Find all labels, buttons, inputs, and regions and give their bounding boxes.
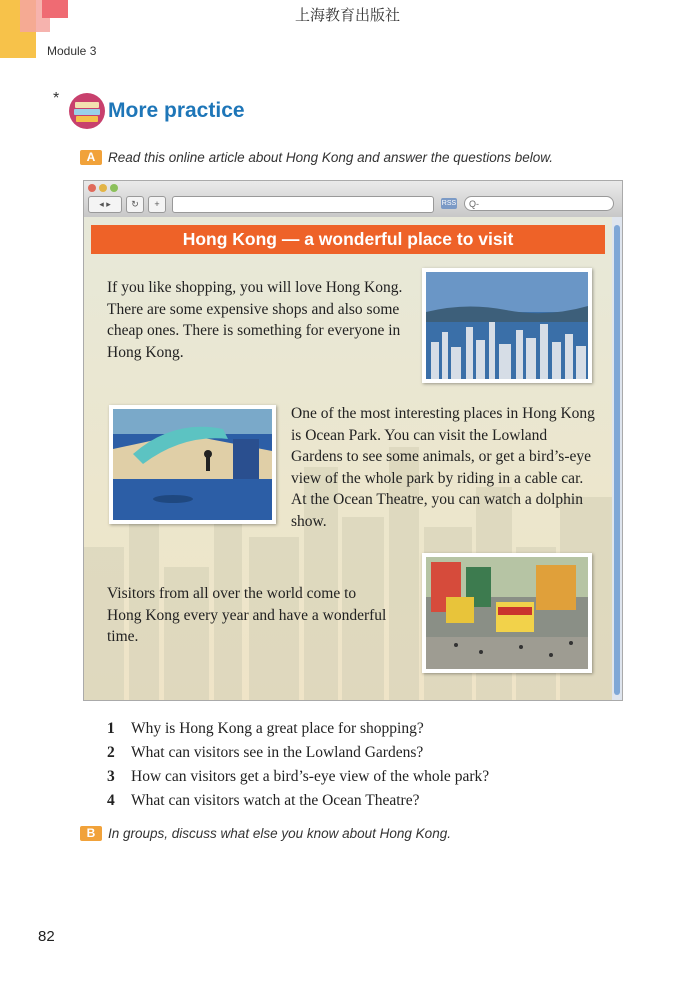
section-title: More practice (108, 99, 245, 122)
maximize-window-icon[interactable] (110, 184, 118, 192)
module-label: Module 3 (47, 44, 97, 58)
question-item (107, 768, 489, 792)
instruction-a-text: Read this online article about Hong Kong and answer the questions below. (108, 150, 554, 165)
browser-toolbar (84, 181, 622, 217)
instruction-a-badge: A (80, 150, 102, 165)
article-paragraph-visitors: Visitors from all over the world come to Hong Kong every year and have a wonderful time. (107, 585, 387, 645)
ocean-park-photo (109, 405, 276, 524)
question-number: 1 (107, 720, 115, 737)
question-item (107, 744, 489, 768)
question-number: 4 (107, 792, 115, 809)
question-item (107, 792, 489, 816)
article-paragraph-ocean-park: One of the most interesting places in Hong Kong is Ocean Park. You can visit the Lowland Gardens to see some animals, or get a bird’s-eye view of the whole park by riding in a cable car. At the Ocean Theatre, you can watch a dolphin show. (291, 405, 595, 530)
reload-icon[interactable]: ↻ (126, 196, 144, 213)
article-title: Hong Kong — a wonderful place to visit (91, 225, 605, 254)
street-scene-photo (422, 553, 592, 673)
question-text: What can visitors watch at the Ocean Theatre? (131, 792, 420, 809)
minimize-window-icon[interactable] (99, 184, 107, 192)
questions-list (107, 720, 489, 816)
back-forward-icon[interactable]: ◂ ▸ (88, 196, 122, 213)
address-bar[interactable] (172, 196, 434, 213)
question-item (107, 720, 489, 744)
city-harbour-photo (422, 268, 592, 383)
close-window-icon[interactable] (88, 184, 96, 192)
article-paragraph-shopping: If you like shopping, you will love Hong Kong. There are some expensive shops and also some cheap ones. There is something for everyone in Hong Kong. (107, 279, 403, 361)
instruction-b (80, 826, 451, 841)
instruction-b-text: In groups, discuss what else you know about Hong Kong. (108, 826, 451, 841)
question-number: 3 (107, 768, 115, 785)
instruction-a (80, 150, 553, 165)
scrollbar[interactable] (612, 217, 622, 700)
add-tab-icon[interactable]: + (148, 196, 166, 213)
search-input[interactable]: Q- (464, 196, 614, 211)
question-number: 2 (107, 744, 115, 761)
optional-marker: * (53, 90, 60, 107)
question-text: How can visitors get a bird’s-eye view of the whole park? (131, 768, 490, 785)
books-icon (68, 92, 106, 130)
article-page (84, 217, 612, 700)
instruction-b-badge: B (80, 826, 102, 841)
browser-window (83, 180, 623, 701)
page-number: 82 (38, 928, 55, 945)
rss-icon[interactable]: RSS (441, 200, 457, 207)
question-text: What can visitors see in the Lowland Gardens? (131, 744, 424, 761)
question-text: Why is Hong Kong a great place for shopping? (131, 720, 424, 737)
publisher-name: 上海教育出版社 (294, 6, 400, 24)
scrollbar-thumb[interactable] (614, 225, 620, 695)
